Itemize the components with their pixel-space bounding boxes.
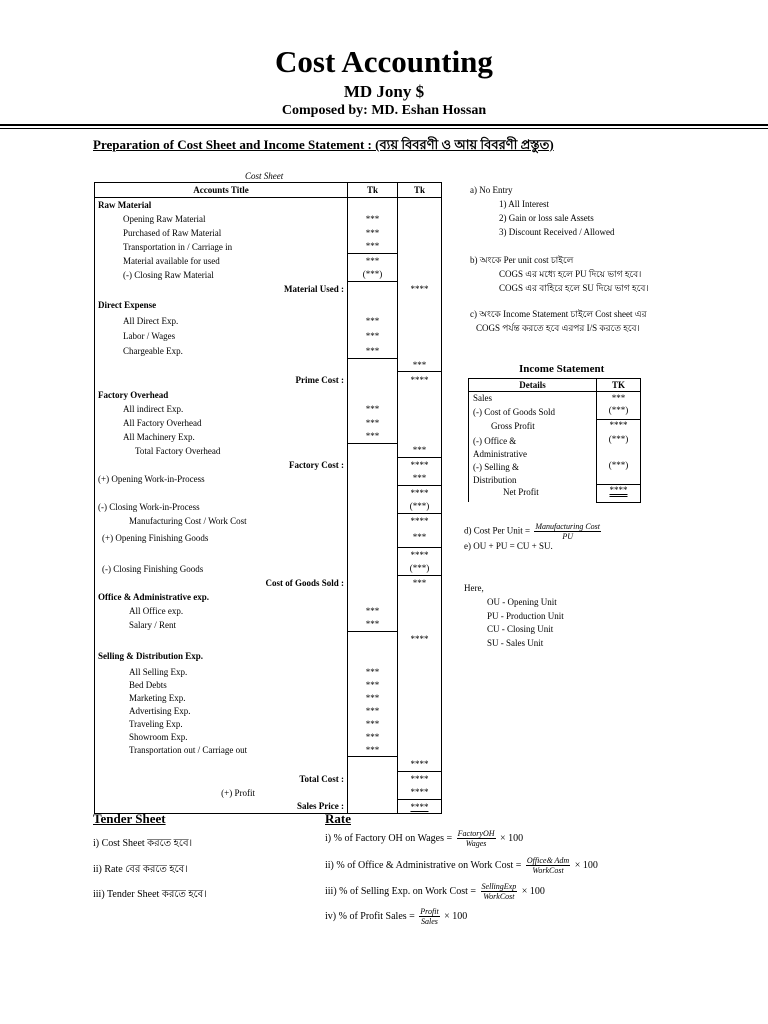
table-row [95, 416, 442, 430]
row-label: (-) Closing Finishing Goods [95, 562, 348, 576]
table-row [95, 590, 442, 604]
note-c1: c) অংকে Income Statement চাইলে Cost sheet এর [470, 309, 647, 319]
row-label: Factory Overhead [95, 388, 348, 402]
row-tk1 [348, 372, 398, 388]
table-row [95, 718, 442, 731]
row-tk2: *** [397, 472, 441, 486]
col-tk-2: Tk [397, 183, 441, 198]
row-label: Material available for used [95, 254, 348, 268]
row-label: (+) Profit [95, 786, 348, 800]
note-a2: 2) Gain or loss sale Assets [499, 213, 594, 223]
frac-num: Manufacturing Cost [535, 522, 600, 531]
row-tk1: *** [348, 718, 398, 731]
tender-step-iii: iii) Tender Sheet করতে হবে। [93, 889, 207, 900]
row-tk2 [397, 692, 441, 705]
row-tk2 [397, 618, 441, 632]
rate-iii-label: iii) % of Selling Exp. on Work Cost = [325, 885, 477, 897]
row-label: Transportation out / Carriage out [95, 744, 348, 757]
row-tk1 [348, 632, 398, 646]
note-a3: 3) Discount Received / Allowed [499, 227, 615, 237]
row-tk2: **** [397, 458, 441, 472]
table-row [95, 679, 442, 692]
tender-step-i: i) Cost Sheet করতে হবে। [93, 838, 193, 849]
row-label: Traveling Exp. [95, 718, 348, 731]
is-cogs-value: (***) [608, 405, 629, 415]
row-tk2 [397, 666, 441, 679]
row-label: Direct Expense [95, 296, 348, 314]
row-label: All Factory Overhead [95, 416, 348, 430]
is-selling: (-) Selling & Distribution [473, 462, 519, 485]
row-tk2: *** [397, 528, 441, 548]
note-a1: 1) All Interest [499, 199, 549, 209]
row-label: (+) Opening Work-in-Process [95, 472, 348, 486]
note-e: e) OU + PU = CU + SU. [464, 541, 553, 551]
is-office: (-) Office & Administrative [473, 436, 527, 459]
row-label: All Office exp. [95, 604, 348, 618]
row-tk1: *** [348, 212, 398, 226]
row-label: Salary / Rent [95, 618, 348, 632]
is-sales: Sales [473, 393, 492, 403]
row-tk1 [348, 472, 398, 486]
is-net: Net Profit [503, 487, 539, 497]
row-label: Labor / Wages [95, 329, 348, 344]
row-tk2: **** [397, 772, 441, 786]
row-tk1 [348, 528, 398, 548]
row-tk1 [348, 772, 398, 786]
row-tk2: **** [397, 800, 441, 814]
row-tk2 [397, 590, 441, 604]
table-row [95, 212, 442, 226]
row-tk1 [348, 282, 398, 296]
table-row [95, 314, 442, 329]
row-tk1 [348, 296, 398, 314]
row-label: Purchased of Raw Material [95, 226, 348, 240]
table-row [95, 402, 442, 416]
rate-formula-i [325, 829, 523, 848]
note-b3: COGS এর বাহিরে হলে SU দিয়ে ভাগ হবে। [499, 283, 649, 293]
rate-ii-fraction [526, 856, 570, 875]
row-tk2 [397, 226, 441, 240]
table-row [95, 562, 442, 576]
row-tk2: **** [397, 786, 441, 800]
row-label: Factory Cost : [95, 458, 348, 472]
table-row [95, 226, 442, 240]
row-label [95, 359, 348, 372]
row-tk1 [348, 757, 398, 772]
rate-title: Rate [325, 811, 351, 826]
note-b1: b) অংকে Per unit cost চাইলে [470, 255, 574, 265]
row-label: Total Cost : [95, 772, 348, 786]
table-row [95, 604, 442, 618]
is-row [469, 392, 641, 503]
row-label: Selling & Distribution Exp. [95, 646, 348, 666]
row-label: All Machinery Exp. [95, 430, 348, 444]
times-100: × 100 [574, 859, 598, 871]
row-tk2 [397, 240, 441, 254]
row-tk2: *** [397, 359, 441, 372]
row-tk1: *** [348, 705, 398, 718]
table-row [95, 772, 442, 786]
col-tk: TK [597, 379, 641, 392]
table-row [95, 254, 442, 268]
row-tk1 [348, 500, 398, 514]
row-label: Marketing Exp. [95, 692, 348, 705]
row-tk2 [397, 744, 441, 757]
row-label: Raw Material [95, 198, 348, 212]
row-label: Transportation in / Carriage in [95, 240, 348, 254]
is-sales-value: *** [611, 393, 626, 403]
row-tk2 [397, 212, 441, 226]
table-row [95, 744, 442, 757]
row-label: Chargeable Exp. [95, 344, 348, 359]
is-gross: Gross Profit [491, 421, 535, 431]
row-tk2 [397, 705, 441, 718]
rate-iv-label: iv) % of Profit Sales = [325, 910, 415, 922]
rate-formula-iii [325, 882, 545, 901]
is-net-value: **** [597, 484, 640, 497]
table-row [95, 388, 442, 402]
cost-per-unit-fraction [534, 522, 601, 541]
author-name: MD Jony $ [343, 82, 425, 101]
income-statement-table [468, 378, 641, 503]
table-row [95, 646, 442, 666]
table-row [95, 329, 442, 344]
table-row [95, 198, 442, 212]
row-tk2: (***) [397, 562, 441, 576]
table-row [95, 296, 442, 314]
col-accounts-title: Accounts Title [95, 183, 348, 198]
row-label: Material Used : [95, 282, 348, 296]
note-ou: OU - Opening Unit [487, 597, 557, 607]
is-gross-value: **** [597, 419, 640, 434]
row-label [95, 486, 348, 500]
row-tk2: **** [397, 282, 441, 296]
frac-num: Office& Adm [526, 856, 570, 865]
col-details: Details [469, 379, 597, 392]
rate-formula-iv [325, 907, 467, 926]
note-pu: PU - Production Unit [487, 611, 564, 621]
rate-ii-label: ii) % of Office & Administrative on Work Cost = [325, 859, 522, 871]
is-cogs: (-) Cost of Goods Sold [473, 407, 556, 417]
table-row [95, 528, 442, 548]
row-tk1 [348, 514, 398, 528]
row-tk2: **** [397, 372, 441, 388]
row-label: (+) Opening Finishing Goods [95, 528, 348, 548]
row-tk1 [348, 548, 398, 562]
is-office-value: (***) [608, 434, 629, 444]
row-tk1 [348, 486, 398, 500]
row-tk1: *** [348, 402, 398, 416]
row-tk1: *** [348, 618, 398, 632]
row-label: Total Factory Overhead [95, 444, 348, 458]
row-tk2: *** [397, 444, 441, 458]
table-row [95, 500, 442, 514]
note-a-title: a) No Entry [470, 185, 513, 195]
row-tk2 [397, 254, 441, 268]
row-tk1 [348, 198, 398, 212]
table-row [95, 359, 442, 372]
table-row [95, 692, 442, 705]
frac-den: WorkCost [532, 866, 564, 875]
rate-i-fraction [457, 829, 496, 848]
row-tk2: **** [397, 548, 441, 562]
is-header-row [469, 379, 641, 392]
row-tk2: **** [397, 486, 441, 500]
times-100: × 100 [444, 910, 468, 922]
row-tk2: (***) [397, 500, 441, 514]
row-label: (-) Closing Raw Material [95, 268, 348, 282]
frac-den: Sales [421, 917, 438, 926]
row-label: Opening Raw Material [95, 212, 348, 226]
row-tk2 [397, 198, 441, 212]
table-row [95, 444, 442, 458]
frac-den: Wages [465, 839, 487, 848]
row-label: Cost of Goods Sold : [95, 576, 348, 590]
rate-iv-fraction [419, 907, 439, 926]
row-tk1: *** [348, 416, 398, 430]
table-row [95, 472, 442, 486]
row-tk2 [397, 268, 441, 282]
row-tk1 [348, 590, 398, 604]
income-statement-title: Income Statement [519, 363, 605, 375]
rate-iii-fraction [481, 882, 518, 901]
times-100: × 100 [500, 832, 524, 844]
row-label: Office & Administrative exp. [95, 590, 348, 604]
table-row [95, 240, 442, 254]
row-label: All Selling Exp. [95, 666, 348, 679]
table-row [95, 268, 442, 282]
table-row [95, 430, 442, 444]
document-title: Cost Accounting [275, 44, 493, 79]
row-tk2 [397, 329, 441, 344]
row-tk1 [348, 646, 398, 666]
row-tk1: *** [348, 344, 398, 359]
row-label [95, 548, 348, 562]
row-label: Advertising Exp. [95, 705, 348, 718]
row-tk1 [348, 562, 398, 576]
table-row [95, 372, 442, 388]
row-tk1: *** [348, 254, 398, 268]
row-tk1 [348, 458, 398, 472]
table-row [95, 786, 442, 800]
header-rule [0, 124, 768, 126]
frac-num: FactoryOH [457, 829, 495, 838]
section-heading: Preparation of Cost Sheet and Income Statement : (ব্যয় বিবরণী ও আয় বিবরণী প্রস্তুত) [93, 137, 554, 152]
row-tk2 [397, 718, 441, 731]
row-tk1: *** [348, 329, 398, 344]
row-tk1 [348, 800, 398, 814]
row-tk1 [348, 388, 398, 402]
table-row [95, 514, 442, 528]
row-tk1: *** [348, 226, 398, 240]
is-selling-value: (***) [608, 460, 629, 470]
row-label: Manufacturing Cost / Work Cost [95, 514, 348, 528]
row-tk1 [348, 444, 398, 458]
table-row [95, 666, 442, 679]
note-b2: COGS এর মধ্যে হলে PU দিয়ে ভাগ হবে। [499, 269, 642, 279]
row-tk1: *** [348, 666, 398, 679]
table-row [95, 458, 442, 472]
row-label: Sales Price : [95, 800, 348, 814]
note-su: SU - Sales Unit [487, 638, 544, 648]
row-tk1: *** [348, 744, 398, 757]
cost-sheet-header-row [95, 183, 442, 198]
row-tk1: *** [348, 679, 398, 692]
note-here: Here, [464, 583, 484, 593]
row-tk2 [397, 296, 441, 314]
row-tk2: *** [397, 576, 441, 590]
table-row [95, 576, 442, 590]
row-label: All indirect Exp. [95, 402, 348, 416]
frac-num: Profit [420, 907, 439, 916]
is-labels [469, 392, 597, 503]
row-tk2 [397, 604, 441, 618]
row-tk1: *** [348, 692, 398, 705]
row-tk1: (***) [348, 268, 398, 282]
table-row [95, 486, 442, 500]
frac-den: PU [562, 532, 573, 541]
row-tk2 [397, 430, 441, 444]
row-tk2: **** [397, 632, 441, 646]
row-tk2: **** [397, 514, 441, 528]
row-tk2 [397, 344, 441, 359]
table-row [95, 705, 442, 718]
row-label [95, 632, 348, 646]
rate-i-label: i) % of Factory OH on Wages = [325, 832, 453, 844]
row-tk2 [397, 679, 441, 692]
note-c2: COGS পর্যন্ত করতে হবে এরপর I/S করতে হবে। [476, 323, 640, 333]
table-row [95, 731, 442, 744]
table-row [95, 632, 442, 646]
row-label: All Direct Exp. [95, 314, 348, 329]
row-label: Showroom Exp. [95, 731, 348, 744]
row-tk1 [348, 576, 398, 590]
frac-num: SellingExp [481, 882, 517, 891]
row-tk1: *** [348, 314, 398, 329]
note-cu: CU - Closing Unit [487, 624, 554, 634]
row-tk1 [348, 359, 398, 372]
row-label: Bed Debts [95, 679, 348, 692]
row-tk1: *** [348, 604, 398, 618]
table-row [95, 548, 442, 562]
rate-formula-ii [325, 856, 598, 875]
row-tk2 [397, 314, 441, 329]
header-rule-thin [0, 128, 768, 129]
row-label: Prime Cost : [95, 372, 348, 388]
row-tk2 [397, 388, 441, 402]
row-tk1: *** [348, 731, 398, 744]
row-tk2 [397, 731, 441, 744]
row-tk1: *** [348, 240, 398, 254]
table-row [95, 618, 442, 632]
row-tk1: *** [348, 430, 398, 444]
frac-den: WorkCost [483, 892, 515, 901]
row-label [95, 757, 348, 772]
table-row [95, 344, 442, 359]
row-label: (-) Closing Work-in-Process [95, 500, 348, 514]
cost-sheet-table [94, 182, 442, 814]
table-row [95, 282, 442, 296]
times-100: × 100 [521, 885, 545, 897]
col-tk-1: Tk [348, 183, 398, 198]
cost-sheet-caption: Cost Sheet [245, 171, 284, 181]
composed-by: Composed by: MD. Eshan Hossan [281, 103, 487, 118]
row-tk2 [397, 646, 441, 666]
table-row [95, 757, 442, 772]
note-d [464, 522, 603, 541]
row-tk1 [348, 786, 398, 800]
note-d-label: d) Cost Per Unit = [464, 525, 531, 536]
tender-step-ii: ii) Rate বের করতে হবে। [93, 864, 188, 875]
row-tk2 [397, 402, 441, 416]
row-tk2 [397, 416, 441, 430]
tender-sheet-title: Tender Sheet [93, 811, 166, 826]
is-values [597, 392, 641, 503]
row-tk2: **** [397, 757, 441, 772]
